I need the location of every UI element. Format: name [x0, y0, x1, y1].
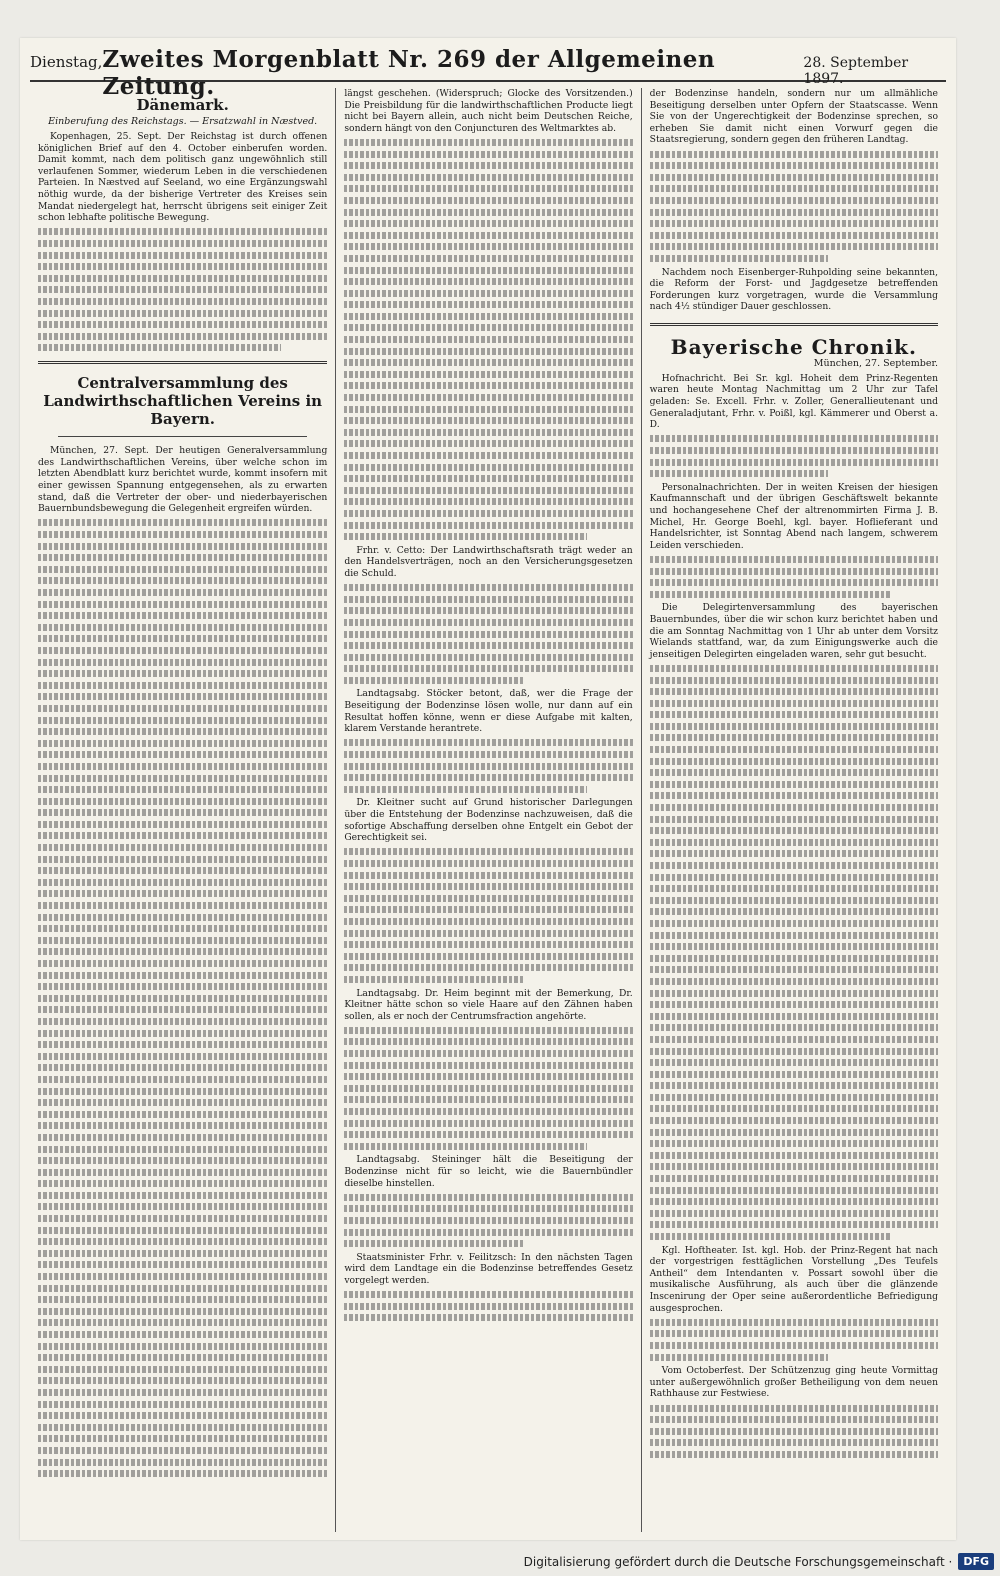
text-line [38, 589, 327, 596]
section-subtitle-denmark: Einberufung des Reichstags. — Ersatzwahl in Næstved. [48, 116, 318, 127]
text-line [38, 659, 327, 666]
text-line [650, 1001, 938, 1008]
text-line [38, 635, 327, 642]
text-line [650, 1233, 892, 1240]
text-line [38, 577, 327, 584]
text-line [650, 943, 938, 950]
text-line [344, 1085, 632, 1092]
section-divider [650, 323, 938, 326]
text-line [38, 240, 327, 247]
text-line [650, 1405, 938, 1412]
text-line [650, 1330, 938, 1337]
text-line [344, 1229, 632, 1236]
masthead-day: Dienstag, [30, 53, 103, 71]
text-line [38, 1227, 327, 1234]
text-line [38, 1389, 327, 1396]
text-line [38, 1366, 327, 1373]
article-text: Personalnachrichten. Der in weiten Kreisen der hiesigen Kaufmannschaft und der übrigen Geschäftswelt bekannte und hochangesehene Chef der altrenommirten Firma J. B. Michel, Hr. George Boehl, kgl. bayer. Hoflieferant und Handelsrichter, ist Sonntag Abend nach langem, schwerem Leiden verschieden. [649, 481, 938, 551]
text-line [38, 1343, 327, 1350]
text-line [344, 930, 632, 937]
text-line [38, 1331, 327, 1338]
text-line [344, 918, 632, 925]
text-line [650, 447, 938, 454]
text-line [38, 1319, 327, 1326]
text-line [344, 953, 632, 960]
text-line [344, 976, 523, 983]
article-text: Landtagsabg. Steininger hält die Beseitigung der Bodenzinse nicht für so leicht, wie die Bauernbündler dieselbe hinstellen. [344, 1154, 633, 1189]
text-line [38, 1296, 327, 1303]
text-line [344, 464, 632, 471]
text-line [650, 185, 938, 192]
text-line [38, 1459, 327, 1466]
text-line [650, 746, 938, 753]
text-line [344, 607, 632, 614]
text-line [344, 533, 586, 540]
text-line [344, 739, 632, 746]
text-line [38, 751, 327, 758]
text-line [38, 275, 327, 282]
text-line [38, 1377, 327, 1384]
text-line [344, 1194, 632, 1201]
text-line [344, 232, 632, 239]
text-line [344, 313, 632, 320]
text-line [38, 775, 327, 782]
text-line [38, 1146, 327, 1153]
text-line [38, 601, 327, 608]
article-text: Vom Octoberfest. Der Schützenzug ging heute Vormittag unter außergewöhnlich großer Betheiligung von dem neuen Rathhause zur Festwiese. [649, 1365, 938, 1400]
text-line [650, 1354, 829, 1361]
text-line [650, 700, 938, 707]
text-line [344, 209, 632, 216]
text-line [344, 1303, 632, 1310]
text-line [344, 941, 632, 948]
text-line [38, 740, 327, 747]
text-line [650, 1129, 938, 1136]
article-text: Die Delegirtenversammlung des bayerischen Bauernbundes, über die wir schon kurz berichtet haben und die am Sonntag Nachmittag von 1 Uhr ab unter dem Vorsitz Wielands stattfand, war, da zum Einigungswerke auch die jenseitigen Delegirten eingeladen waren, sehr gut besucht. [649, 602, 938, 660]
text-line [344, 786, 586, 793]
text-line [650, 1094, 938, 1101]
text-line [344, 522, 632, 529]
text-line [344, 619, 632, 626]
text-line [344, 677, 523, 684]
text-line [38, 832, 327, 839]
text-line [38, 624, 327, 631]
text-line [38, 1030, 327, 1037]
text-line [650, 435, 938, 442]
title-rule [58, 436, 307, 437]
text-line [38, 972, 327, 979]
text-line [38, 566, 327, 573]
text-line [650, 568, 938, 575]
text-line [38, 717, 327, 724]
text-line [650, 908, 938, 915]
text-line [344, 906, 632, 913]
text-line [38, 344, 281, 351]
text-line [344, 1073, 632, 1080]
text-line [650, 1071, 938, 1078]
text-line [38, 1064, 327, 1071]
text-line [650, 781, 938, 788]
text-line [344, 1205, 632, 1212]
text-line [38, 519, 327, 526]
text-line [650, 556, 938, 563]
text-line [38, 1134, 327, 1141]
text-line [650, 591, 892, 598]
text-line [344, 394, 632, 401]
text-line [38, 310, 327, 317]
text-line [650, 827, 938, 834]
columns [30, 88, 946, 1532]
text-line [344, 371, 632, 378]
text-line [650, 723, 938, 730]
text-line [650, 1048, 938, 1055]
text-line [650, 1439, 938, 1446]
text-line [650, 734, 938, 741]
text-line [650, 243, 938, 250]
text-line [38, 995, 327, 1002]
text-line [38, 948, 327, 955]
text-line [38, 531, 327, 538]
text-line [650, 1105, 938, 1112]
text-line [38, 1424, 327, 1431]
text-line [38, 1447, 327, 1454]
text-line [344, 174, 632, 181]
column-2 [335, 88, 640, 1532]
text-line [650, 885, 938, 892]
newspaper-page [20, 38, 956, 1540]
text-line [650, 1428, 938, 1435]
text-line [38, 1006, 327, 1013]
text-line [344, 1120, 632, 1127]
text-line [344, 1050, 632, 1057]
text-line [344, 654, 632, 661]
text-line [38, 554, 327, 561]
text-line [38, 321, 327, 328]
text-line [344, 255, 632, 262]
article-text: Frhr. v. Cetto: Der Landwirthschaftsrath trägt weder an den Handelsverträgen, noch an den Versicherungsgesetzen die Schuld. [344, 544, 633, 579]
text-line [344, 774, 632, 781]
article-text: Landtagsabg. Dr. Heim beginnt mit der Bemerkung, Dr. Kleitner hätte schon so viele Haare auf den Zähnen haben sollen, als er noch der Centrumsfraction angehörte. [344, 987, 633, 1022]
text-line [38, 670, 327, 677]
text-line [344, 1240, 523, 1247]
text-line [650, 1210, 938, 1217]
text-line [344, 1143, 586, 1150]
text-line [650, 792, 938, 799]
text-line [38, 821, 327, 828]
section-title-denmark: Dänemark. [136, 96, 229, 114]
text-line [650, 1082, 938, 1089]
text-line [650, 579, 938, 586]
text-line [344, 1062, 632, 1069]
text-line [650, 920, 938, 927]
masthead [30, 46, 946, 100]
text-line [650, 197, 938, 204]
text-line [650, 955, 938, 962]
text-line [344, 1027, 632, 1034]
text-line [650, 470, 829, 477]
article-text: Dr. Kleitner sucht auf Grund historischer Darlegungen über die Entstehung der Bodenzinse nachzuweisen, daß die sofortige Abschaffung derselben ohne Entgelt ein Gebot der Gerechtigkeit sei. [344, 797, 633, 844]
text-line [38, 647, 327, 654]
text-line [38, 1099, 327, 1106]
text-line [344, 596, 632, 603]
text-line [38, 1285, 327, 1292]
text-line [344, 895, 632, 902]
text-line [38, 1018, 327, 1025]
text-line [344, 498, 632, 505]
text-line [650, 255, 829, 262]
text-line [650, 1117, 938, 1124]
text-line [344, 185, 632, 192]
column-3 [641, 88, 946, 1532]
text-line [344, 278, 632, 285]
text-line [38, 252, 327, 259]
text-line [650, 1319, 938, 1326]
text-line [650, 1013, 938, 1020]
credit-text: Digitalisierung gefördert durch die Deutsche Forschungsgemeinschaft · [523, 1554, 953, 1569]
text-line [344, 1038, 632, 1045]
text-line [38, 682, 327, 689]
text-line [344, 487, 632, 494]
text-line [650, 804, 938, 811]
text-line [344, 763, 632, 770]
text-line [650, 1024, 938, 1031]
text-line [38, 612, 327, 619]
text-line [344, 336, 632, 343]
text-line [38, 728, 327, 735]
text-line [38, 1111, 327, 1118]
text-line [650, 1451, 938, 1458]
text-line [38, 263, 327, 270]
text-line [650, 816, 938, 823]
text-line [344, 324, 632, 331]
text-line [344, 1291, 632, 1298]
text-line [38, 1215, 327, 1222]
text-line [38, 798, 327, 805]
masthead-title: Zweites Morgenblatt Nr. 269 der Allgemeinen Zeitung. [102, 46, 716, 100]
text-line [650, 839, 938, 846]
text-line [38, 1053, 327, 1060]
text-line [38, 1308, 327, 1315]
text-line [344, 1217, 632, 1224]
text-line [650, 711, 938, 718]
text-line [344, 665, 632, 672]
text-line [38, 786, 327, 793]
text-line [38, 914, 327, 921]
text-line [650, 1342, 938, 1349]
text-line [38, 983, 327, 990]
text-line [650, 850, 938, 857]
text-line [650, 1187, 938, 1194]
text-line [344, 267, 632, 274]
text-line [38, 763, 327, 770]
text-line [38, 1169, 327, 1176]
text-line [344, 964, 632, 971]
text-line [38, 890, 327, 897]
text-line [344, 429, 632, 436]
text-line [344, 139, 632, 146]
text-line [650, 232, 938, 239]
text-line [38, 937, 327, 944]
text-line [38, 1238, 327, 1245]
text-line [650, 966, 938, 973]
text-line [38, 693, 327, 700]
text-line [38, 1041, 327, 1048]
text-line [38, 1470, 327, 1477]
text-line [344, 162, 632, 169]
text-line [38, 1157, 327, 1164]
text-line [344, 751, 632, 758]
section-divider [38, 361, 327, 364]
article-text: der Bodenzinse handeln, sondern nur um allmähliche Beseitigung derselben unter Opfern der Staatscasse. Wenn Sie von der Ungerechtigkeit der Bodenzinse sprechen, so erheben Sie damit nicht einen Vorwurf gegen die Staatsregierung, sondern gegen den früheren Landtag. [649, 88, 938, 146]
text-line [650, 162, 938, 169]
text-line [650, 1198, 938, 1205]
text-line [344, 406, 632, 413]
text-line [650, 151, 938, 158]
text-line [650, 1163, 938, 1170]
article-text: Staatsminister Frhr. v. Feilitzsch: In den nächsten Tagen wird dem Landtage ein die Bodenzinse betreffendes Gesetz vorgelegt werden. [344, 1251, 633, 1286]
text-line [38, 1076, 327, 1083]
text-line [344, 860, 632, 867]
text-line [344, 301, 632, 308]
text-line [344, 151, 632, 158]
text-line [344, 631, 632, 638]
text-line [344, 1096, 632, 1103]
text-line [38, 902, 327, 909]
text-line [344, 197, 632, 204]
text-line [344, 440, 632, 447]
text-line [650, 769, 938, 776]
article-text: Hofnachricht. Bei Sr. kgl. Hoheit dem Prinz-Regenten waren heute Montag Nachmittag um 2 Uhr zur Tafel geladen: Se. Excell. Frhr. v. Zoller, Generallieutenant und Generaladjutant, Frhr. v. Poißl, kgl. Kämmerer und Oberst a. D. [649, 372, 938, 431]
article-text: längst geschehen. (Widerspruch; Glocke des Vorsitzenden.) Die Preisbildung für die landwirthschaftlichen Producte liegt nicht bei Bayern allein, auch nicht beim Deutschen Reiche, sondern hängt von den Conjuncturen des Weltmarktes ab. [344, 88, 633, 134]
section-title-agriculture: Centralversammlung des Landwirthschaftlichen Vereins in Bayern. [43, 374, 323, 429]
text-line [38, 1354, 327, 1361]
text-line [344, 642, 632, 649]
text-line [650, 1140, 938, 1147]
text-line [38, 960, 327, 967]
text-line [344, 848, 632, 855]
text-line [650, 220, 938, 227]
text-line [650, 1059, 938, 1066]
text-line [344, 1108, 632, 1115]
text-line [38, 543, 327, 550]
article-text: Kgl. Hoftheater. Ist. kgl. Hob. der Prinz-Regent hat nach der vorgestrigen festtäglichen Vorstellung „Des Teufels Antheil“ dem Intendanten v. Possart sowohl über die musikalische Ausführung, als auch über die glänzende Inscenirung der Oper seine außerordentliche Befriedigung ausgesprochen. [649, 1244, 938, 1314]
text-line [650, 862, 938, 869]
text-line [650, 677, 938, 684]
text-line [650, 897, 938, 904]
text-line [38, 856, 327, 863]
text-line [38, 298, 327, 305]
text-line [650, 688, 938, 695]
text-line [38, 1261, 327, 1268]
text-line [344, 883, 632, 890]
text-line [38, 1192, 327, 1199]
article-text: Landtagsabg. Stöcker betont, daß, wer die Frage der Beseitigung der Bodenzinse lösen wolle, nur dann auf ein Resultat hoffen könne, wenn er diese Aufgabe mit kalten, klarem Verstande herantrete. [344, 688, 633, 735]
text-line [650, 459, 938, 466]
text-line [650, 1175, 938, 1182]
text-line [650, 978, 938, 985]
dateline: München, 27. September. [813, 357, 938, 369]
text-line [38, 867, 327, 874]
text-line [344, 417, 632, 424]
text-line [344, 359, 632, 366]
text-line [38, 1250, 327, 1257]
article-text: München, 27. Sept. Der heutigen Generalversammlung des Landwirthschaftlichen Vereins, über welche schon im letzten Abendblatt kurz berichtet wurde, kommt insofern mit einer gewissen Spannung entgegensehen, als zu erwarten stand, daß die Vertreter der ober- und niederbayerischen Bauernbundsbewegung die Gelegenheit ergreifen würden. [38, 445, 328, 515]
article-text: Kopenhagen, 25. Sept. Der Reichstag ist durch offenen königlichen Brief auf den 4. October einberufen worden. Damit kommt, nach dem politisch ganz ungewöhnlich still verlaufenen Sommer, wiederum Leben in die verschiedenen Parteien. In Næstved auf Seeland, wo eine Ergänzungswahl nöthig wurde, da der bisherige Vertreter des Kreises sein Mandat niedergelegt hat, herrscht übrigens seit einiger Zeit schon lebhafte politische Bewegung. [38, 131, 328, 224]
text-line [38, 1122, 327, 1129]
text-line [650, 874, 938, 881]
column-1 [30, 88, 335, 1532]
text-line [650, 174, 938, 181]
text-line [38, 1180, 327, 1187]
text-line [38, 333, 327, 340]
text-line [344, 1314, 632, 1321]
text-line [344, 382, 632, 389]
text-line [344, 1131, 632, 1138]
text-line [650, 1152, 938, 1159]
text-line [344, 475, 632, 482]
text-line [650, 665, 938, 672]
text-line [344, 872, 632, 879]
text-line [38, 1412, 327, 1419]
text-line [650, 932, 938, 939]
text-line [38, 809, 327, 816]
text-line [38, 1273, 327, 1280]
text-line [650, 209, 938, 216]
text-line [344, 452, 632, 459]
text-line [650, 1036, 938, 1043]
text-line [344, 220, 632, 227]
text-line [38, 1435, 327, 1442]
text-line [650, 990, 938, 997]
masthead-date: 28. September 1897. [803, 55, 909, 87]
text-line [344, 290, 632, 297]
text-line [344, 348, 632, 355]
text-line [38, 228, 327, 235]
text-line [38, 925, 327, 932]
text-line [650, 758, 938, 765]
text-line [344, 243, 632, 250]
text-line [38, 1401, 327, 1408]
text-line [650, 1416, 938, 1423]
text-line [38, 705, 327, 712]
text-line [344, 510, 632, 517]
dfg-logo-icon: DFG [958, 1553, 994, 1570]
section-title-chronicle: Bayerische Chronik. [670, 334, 917, 359]
text-line [38, 844, 327, 851]
digitization-credit [524, 1553, 994, 1570]
text-line [650, 1221, 938, 1228]
text-line [38, 1203, 327, 1210]
text-line [38, 1088, 327, 1095]
article-text: Nachdem noch Eisenberger-Ruhpolding seine bekannten, die Reform der Forst- und Jagdgesetze betreffenden Forderungen kurz vorgetragen, wurde die Versammlung nach 4½ stündiger Dauer geschlossen. [649, 266, 938, 313]
text-line [344, 584, 632, 591]
text-line [38, 286, 327, 293]
text-line [38, 879, 327, 886]
